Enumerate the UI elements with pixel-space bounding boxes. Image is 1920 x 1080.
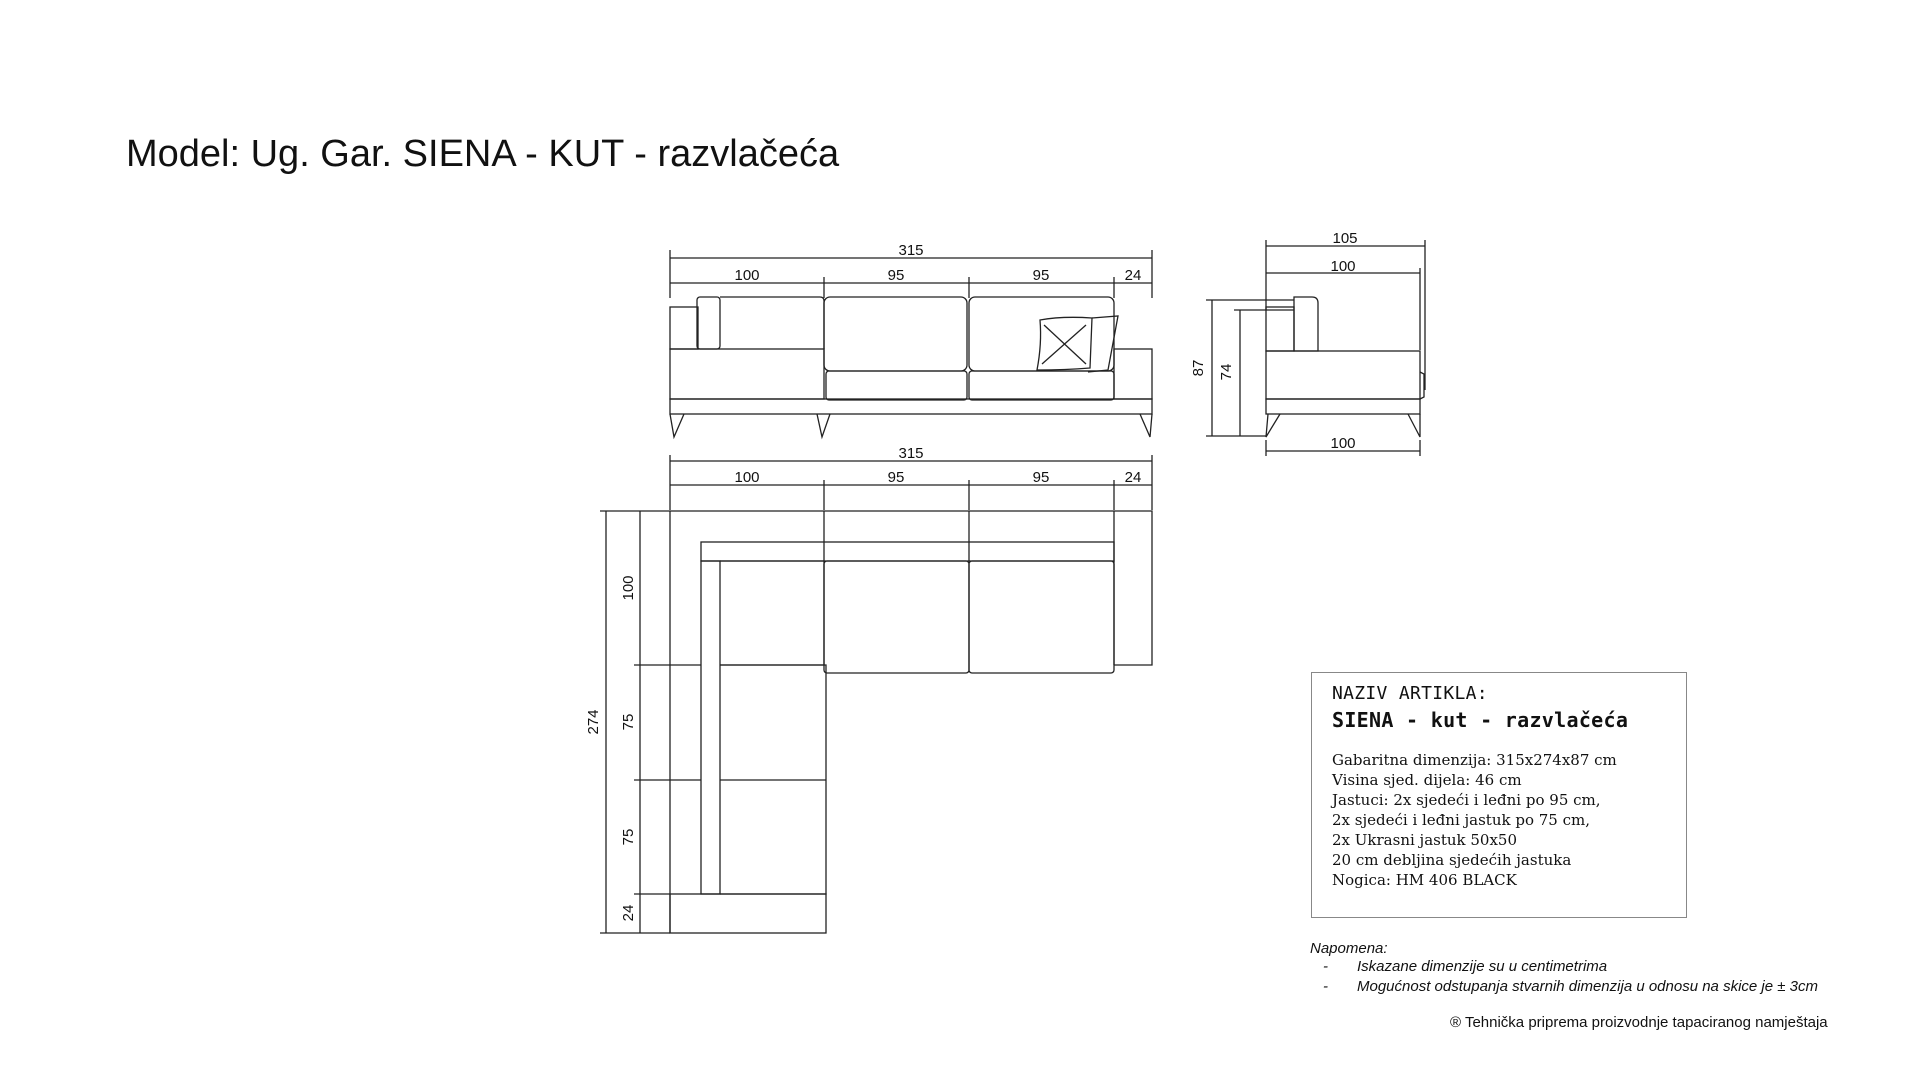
top-length-segment-2: 75 xyxy=(620,713,637,731)
top-length-segment-4: 24 xyxy=(620,904,637,922)
top-segment-3: 95 xyxy=(1032,469,1050,486)
spec-line: Nogica: HM 406 BLACK xyxy=(1332,871,1517,889)
top-total-length: 274 xyxy=(585,709,602,735)
spec-line: 20 cm debljina sjedećih jastuka xyxy=(1332,851,1572,869)
front-segment-4: 24 xyxy=(1124,267,1142,284)
spec-line: 2x Ukrasni jastuk 50x50 xyxy=(1332,831,1518,849)
spec-line: Visina sjed. dijela: 46 cm xyxy=(1332,771,1522,789)
footer-credit: ® Tehnička priprema proizvodnje tapaciranog namještaja xyxy=(1450,1014,1828,1031)
front-segment-1: 100 xyxy=(734,267,760,284)
spec-heading: NAZIV ARTIKLA: xyxy=(1332,683,1488,704)
front-segment-3: 95 xyxy=(1032,267,1050,284)
side-depth-total: 105 xyxy=(1332,230,1358,247)
note-item-text: Iskazane dimenzije su u centimetrima xyxy=(1357,958,1608,975)
top-segment-4: 24 xyxy=(1124,469,1142,486)
article-spec-box xyxy=(1311,672,1687,918)
front-view xyxy=(670,242,1152,437)
spec-line: 2x sjedeći i leđni jastuk po 75 cm, xyxy=(1332,811,1590,829)
note-item-text: Mogućnost odstupanja stvarnih dimenzija u odnosu na skice je ± 3cm xyxy=(1357,978,1818,995)
spec-line: Gabaritna dimenzija: 315x274x87 cm xyxy=(1332,751,1617,769)
front-total-width: 315 xyxy=(898,242,924,259)
top-segment-2: 95 xyxy=(887,469,905,486)
side-height-back: 74 xyxy=(1218,363,1235,381)
side-depth-bottom: 100 xyxy=(1330,435,1356,452)
note-dash: - xyxy=(1323,958,1328,975)
note-heading: Napomena: xyxy=(1310,940,1388,957)
page-title: Model: Ug. Gar. SIENA - KUT - razvlačeća xyxy=(126,133,840,175)
note-item xyxy=(1310,957,1818,977)
top-length-segment-1: 100 xyxy=(620,575,637,601)
note-item xyxy=(1310,977,1818,997)
spec-lines xyxy=(1332,750,1666,890)
top-view xyxy=(585,445,1152,933)
spec-line: Jastuci: 2x sjedeći i leđni po 95 cm, xyxy=(1332,791,1601,809)
note-section xyxy=(1310,940,1818,997)
side-height-total: 87 xyxy=(1190,359,1207,377)
top-total-width: 315 xyxy=(898,445,924,462)
side-depth-seat: 100 xyxy=(1330,258,1356,275)
side-view xyxy=(1190,230,1425,456)
spec-product-name: SIENA - kut - razvlačeća xyxy=(1332,708,1629,732)
note-dash: - xyxy=(1323,978,1328,995)
front-segment-2: 95 xyxy=(887,267,905,284)
top-segment-1: 100 xyxy=(734,469,760,486)
top-length-segment-3: 75 xyxy=(620,828,637,846)
